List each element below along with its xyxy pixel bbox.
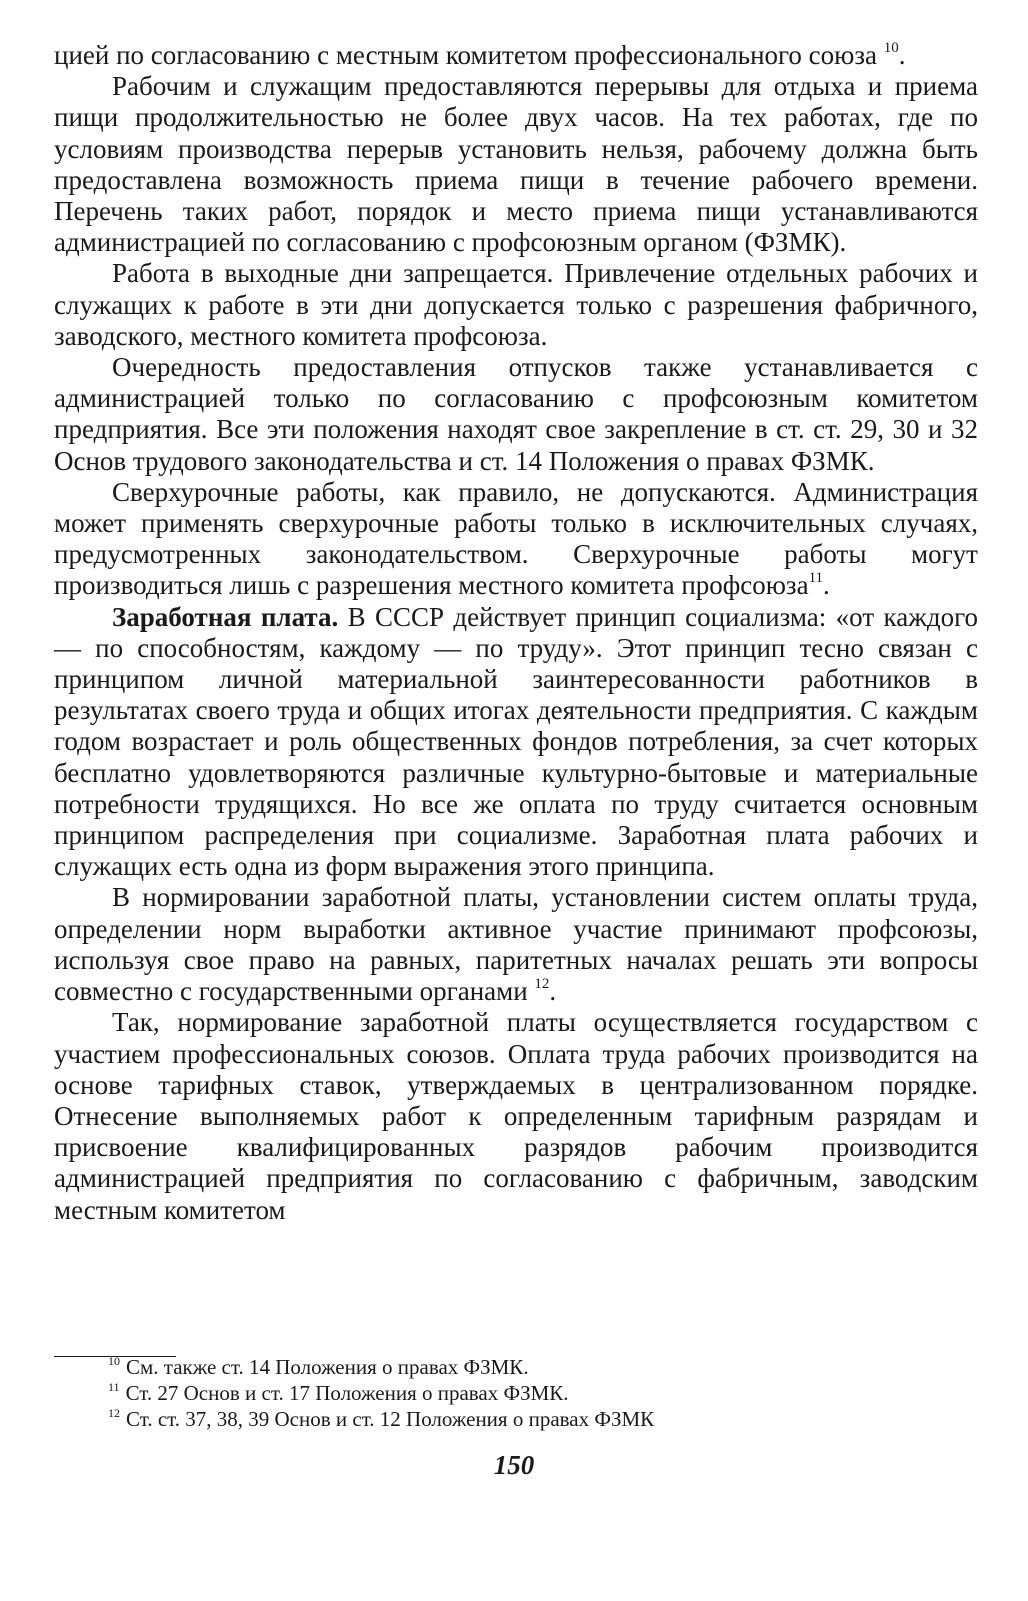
- paragraph-text: Сверхурочные работы, как правило, не допускаются. Администрация может применять сверхурочные работы только в исключительных случаях, предусмотренных законодательством. Сверхурочные работы могут производиться лишь с разрешения местного комитета профсоюза: [54, 476, 978, 601]
- paragraph-text: В нормировании заработной платы, установлении систем оплаты труда, определении норм выработки активное участие принимают профсоюзы, используя свое право на равных, паритетных началах решать эти вопросы совместно с государственными органами: [54, 882, 978, 1007]
- footnote-ref: 10: [883, 40, 899, 56]
- footnote-item: [108, 1406, 968, 1432]
- section-heading: Заработная плата.: [112, 601, 339, 632]
- paragraph-overtime: [54, 477, 978, 602]
- footnote-ref: 12: [534, 976, 550, 993]
- paragraph-text: Так, нормирование заработной платы осуществляется государством с участием профессиональных союзов. Оплата труда рабочих производится на основе тарифных ставок, утверждаемых в централизованном порядке. Отнесение выполняемых работ к определенным тарифным разрядам и присвоение квалифицированных разрядов рабочим производится администрацией предприятия по согласованию с фабричным, заводским местным комитетом: [54, 1007, 978, 1225]
- page-number: 150: [493, 1450, 535, 1480]
- footnote-text: Ст. 27 Основ и ст. 17 Положения о правах ФЗМК.: [125, 1381, 569, 1405]
- footnote-number: 12: [108, 1406, 120, 1420]
- footnotes: [108, 1354, 968, 1432]
- paragraph-tariffs: [54, 1007, 978, 1225]
- page-body: [54, 40, 978, 1226]
- paragraph-tail: .: [823, 570, 830, 601]
- footnote-number: 11: [108, 1380, 120, 1394]
- paragraph-weekend-work: [54, 258, 978, 352]
- footnote-item: [108, 1354, 968, 1380]
- paragraph-continuation: [54, 40, 978, 71]
- paragraph-text: цией по согласованию с местным комитетом профессионального союза: [54, 40, 877, 70]
- footnote-item: [108, 1380, 968, 1406]
- paragraph-wage-regulation: [54, 882, 978, 1007]
- paragraph-tail: .: [898, 40, 906, 70]
- footnote-text: См. также ст. 14 Положения о правах ФЗМК.: [126, 1355, 529, 1379]
- paragraph-text: Рабочим и служащим предоставляются перерывы для отдыха и приема пищи продолжительностью не более двух часов. На тех работах, где по условиям производства перерыв установить нельзя, рабочему должна быть предоставлена возможность приема пищи в течение рабочего времени. Перечень таких работ, порядок и место приема пищи устанавливаются администрацией по согласованию с профсоюзным органом (ФЗМК).: [54, 71, 978, 258]
- paragraph-text: Работа в выходные дни запрещается. Привлечение отдельных рабочих и служащих к работе в эти дни допускается только с разрешения фабричного, заводского, местного комитета профсоюза.: [54, 258, 978, 351]
- paragraph-text: В СССР действует принцип социализма: «от каждого — по способностям, каждому — по труду». Этот принцип тесно связан с принципом личной материальной заинтересованности работников в результатах своего труда и общих итогах деятельности предприятия. С каждым годом возрастает и роль общественных фондов потребления, за счет которых бесплатно удовлетворяются различные культурно-бытовые и материальные потребности трудящихся. Но все же оплата по труду считается основным принципом распределения при социализме. Заработная плата рабочих и служащих есть одна из форм выражения этого принципа.: [54, 601, 978, 882]
- footnote-text: Ст. ст. 37, 38, 39 Основ и ст. 12 Положения о правах ФЗМК: [126, 1407, 655, 1431]
- paragraph-wages: [54, 602, 978, 883]
- paragraph-text: Очередность предоставления отпусков также устанавливается с администрацией только по согласованию с профсоюзным комитетом предприятия. Все эти положения находят свое закрепление в ст. ст. 29, 30 и 32 Основ трудового законодательства и ст. 14 Положения о правах ФЗМК.: [54, 352, 978, 476]
- paragraph-breaks: [54, 71, 978, 258]
- footnote-number: 10: [108, 1354, 120, 1368]
- footnote-ref: 11: [808, 570, 824, 587]
- paragraph-vacations: [54, 352, 978, 477]
- paragraph-tail: .: [549, 976, 557, 1007]
